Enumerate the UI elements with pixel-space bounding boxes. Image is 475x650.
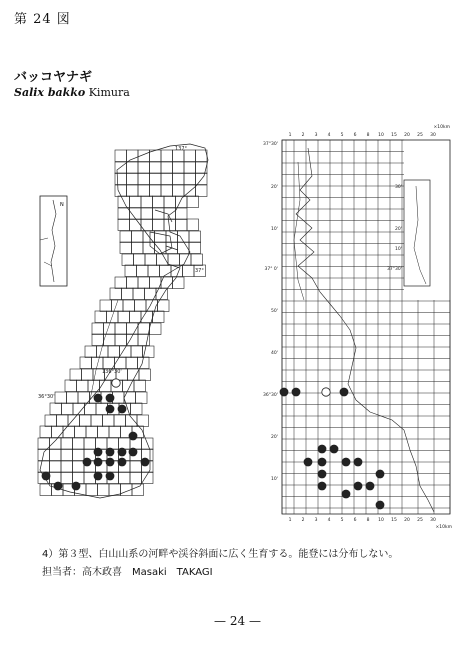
grid-cell — [153, 208, 165, 220]
occurrence-dot — [354, 458, 363, 467]
grid-cell — [50, 449, 62, 461]
page-number: — 24 — — [214, 614, 261, 628]
grid-cell — [183, 265, 195, 277]
occurrence-dot — [106, 458, 115, 467]
left-grid-map — [38, 144, 208, 498]
grid-cell — [126, 415, 138, 427]
grid-cell — [63, 426, 75, 438]
grid-cell — [118, 208, 130, 220]
grid-cell — [84, 438, 96, 450]
lon-136-30-label: 136°30' — [102, 369, 122, 375]
grid-cell — [115, 334, 127, 346]
occurrence-dot — [106, 405, 115, 414]
grid-cell — [45, 415, 57, 427]
grid-cell — [173, 173, 185, 185]
inset-lat-label: 37°30' — [387, 267, 402, 272]
grid-cell — [189, 242, 201, 254]
grid-cell — [80, 357, 92, 369]
grid-cell — [184, 162, 196, 174]
lat-37-label: 37° — [195, 268, 204, 274]
grid-cell — [82, 369, 94, 381]
grid-cell — [141, 208, 153, 220]
grid-cell — [91, 415, 103, 427]
grid-cell — [130, 311, 142, 323]
occurrence-dot — [376, 470, 385, 479]
occurrence-dot — [304, 458, 313, 467]
grid-cell — [143, 242, 155, 254]
grid-cell — [85, 346, 97, 358]
grid-cell — [115, 173, 127, 185]
lat-label: 50' — [271, 309, 278, 314]
grid-cell — [95, 311, 107, 323]
grid-cell — [187, 219, 199, 231]
grid-cell — [61, 438, 73, 450]
x-tick-label-top: 8 — [366, 133, 370, 138]
occurrence-dot — [106, 472, 115, 481]
staff-credit: 担当者：高木政喜 Masaki TAKAGI — [42, 567, 213, 578]
grid-cell — [128, 369, 140, 381]
grid-cell — [141, 196, 153, 208]
x-tick-label-top: 6 — [353, 133, 357, 138]
grid-cell — [138, 162, 150, 174]
occurrence-dot — [318, 445, 327, 454]
grid-cell — [148, 265, 160, 277]
grid-cell — [61, 461, 73, 473]
x-tick-label-top: 2 — [301, 133, 305, 138]
grid-cell — [119, 438, 131, 450]
grid-cell — [161, 162, 173, 174]
grid-cell — [123, 300, 135, 312]
occurrence-dot — [318, 482, 327, 491]
occurrence-ring — [322, 388, 330, 396]
right-occurrence-markers — [280, 388, 385, 510]
grid-cell — [52, 426, 64, 438]
grid-cell — [127, 162, 139, 174]
occurrence-dot — [42, 472, 51, 481]
grid-cell — [104, 334, 116, 346]
grid-cell — [134, 254, 146, 266]
lon-137-label: 137° — [175, 146, 188, 152]
occurrence-dot — [366, 482, 375, 491]
grid-cell — [114, 415, 126, 427]
grid-cell — [132, 484, 144, 496]
grid-cell — [73, 472, 85, 484]
grid-cell — [115, 357, 127, 369]
grid-cell — [127, 173, 139, 185]
grid-cell — [68, 415, 80, 427]
grid-cell — [139, 369, 151, 381]
grid-cell — [109, 484, 121, 496]
grid-cell — [176, 196, 188, 208]
x-tick-label-bottom: 25 — [417, 518, 423, 523]
grid-cell — [73, 449, 85, 461]
occurrence-dot — [72, 482, 81, 491]
grid-cell — [131, 403, 143, 415]
grid-cell — [131, 346, 143, 358]
grid-cell — [108, 346, 120, 358]
occurrence-dot — [94, 472, 103, 481]
occurrence-dot — [94, 458, 103, 467]
grid-cell — [124, 392, 136, 404]
grid-cell — [176, 208, 188, 220]
x-tick-label-top: 20 — [404, 133, 410, 138]
grid-cell — [130, 219, 142, 231]
grid-cell — [150, 162, 162, 174]
lat-label: 40' — [271, 351, 278, 356]
grid-cell — [73, 461, 85, 473]
species-author: Kimura — [88, 86, 130, 99]
grid-cell — [143, 346, 155, 358]
inset-lat-label: 20' — [395, 227, 402, 232]
grid-cell — [196, 185, 208, 197]
occurrence-dot — [118, 458, 127, 467]
lat-label: 10' — [271, 227, 278, 232]
occurrence-dot — [129, 432, 138, 441]
grid-cell — [61, 472, 73, 484]
grid-cell — [97, 346, 109, 358]
grid-cell — [55, 392, 67, 404]
occurrence-dot — [330, 445, 339, 454]
grid-cell — [196, 150, 208, 162]
x-tick-label-bottom: 1 — [288, 518, 292, 523]
occurrence-dot — [280, 388, 289, 397]
grid-cell — [118, 311, 130, 323]
grid-cell — [92, 323, 104, 335]
x-tick-label-bottom: 4 — [327, 518, 331, 523]
grid-cell — [158, 300, 170, 312]
grid-cell — [176, 219, 188, 231]
grid-cell — [120, 231, 132, 243]
grid-cell — [50, 472, 62, 484]
occurrence-dot — [318, 458, 327, 467]
grid-cell — [50, 461, 62, 473]
grid-cell — [84, 472, 96, 484]
grid-cell — [100, 300, 112, 312]
x-tick-label-bottom: 3 — [314, 518, 318, 523]
grid-cell — [122, 254, 134, 266]
lat-label: 20' — [271, 185, 278, 190]
grid-cell — [127, 277, 139, 289]
grid-cell — [173, 185, 185, 197]
grid-cell — [98, 426, 110, 438]
occurrence-dot — [354, 482, 363, 491]
x-tick-label-top: 5 — [340, 133, 344, 138]
grid-cell — [134, 380, 146, 392]
grid-cell — [150, 185, 162, 197]
grid-cell — [138, 277, 150, 289]
grid-cell — [164, 196, 176, 208]
x-tick-label-bottom: 30 — [430, 518, 436, 523]
occurrence-dot — [342, 490, 351, 499]
grid-cell — [153, 219, 165, 231]
grid-cell — [142, 472, 154, 484]
grid-cell — [196, 173, 208, 185]
grid-cell — [137, 265, 149, 277]
grid-cell — [86, 484, 98, 496]
inset-lat-label: 30' — [395, 185, 402, 190]
grid-cell — [161, 185, 173, 197]
grid-cell — [98, 484, 110, 496]
occurrence-dot — [340, 388, 349, 397]
inset-lat-label: 10' — [395, 247, 402, 252]
grid-cell — [40, 426, 52, 438]
grid-cell — [127, 185, 139, 197]
grid-cell — [126, 357, 138, 369]
lat-label: 37°30' — [263, 142, 278, 147]
x-unit-label-bottom: ×10km — [435, 525, 452, 530]
distribution-note: 4）第３型、白山山系の河畔や渓谷斜面に広く生育する。能登には分布しない。 — [42, 549, 399, 560]
grid-cell — [161, 150, 173, 162]
grid-cell — [125, 265, 137, 277]
grid-cell — [85, 403, 97, 415]
grid-cell — [75, 426, 87, 438]
grid-cell — [130, 461, 142, 473]
grid-cell — [73, 438, 85, 450]
altitude-profile-line — [296, 148, 434, 512]
occurrence-dot — [342, 458, 351, 467]
grid-cell — [61, 449, 73, 461]
grid-cell — [155, 231, 167, 243]
grid-cell — [130, 472, 142, 484]
grid-cell — [119, 472, 131, 484]
x-tick-label-top: 3 — [314, 133, 318, 138]
grid-cell — [189, 231, 201, 243]
grid-cell — [136, 392, 148, 404]
x-tick-label-top: 30 — [430, 133, 436, 138]
grid-cell — [38, 449, 50, 461]
grid-cell — [120, 242, 132, 254]
grid-cell — [138, 185, 150, 197]
grid-cell — [70, 369, 82, 381]
x-tick-label-top: 4 — [327, 133, 331, 138]
occurrence-dot — [118, 448, 127, 457]
occurrence-dot — [292, 388, 301, 397]
grid-cell — [103, 357, 115, 369]
grid-cell — [118, 219, 130, 231]
species-binomial: Salix bakko — [14, 86, 86, 99]
lat-label: 10' — [271, 477, 278, 482]
x-tick-label-top: 10 — [378, 133, 384, 138]
occurrence-dot — [129, 448, 138, 457]
grid-cell — [57, 415, 69, 427]
grid-cell — [92, 357, 104, 369]
grid-cell — [107, 438, 119, 450]
grid-cell — [103, 415, 115, 427]
grid-cell — [168, 254, 180, 266]
grid-cell — [38, 461, 50, 473]
grid-cell — [138, 323, 150, 335]
lat-36-30-label: 36°30' — [38, 394, 55, 400]
grid-cell — [115, 150, 127, 162]
grid-cell — [130, 196, 142, 208]
grid-cell — [160, 265, 172, 277]
x-unit-label-top: ×10km — [433, 125, 450, 130]
occurrence-dot — [141, 458, 150, 467]
grid-cell — [132, 242, 144, 254]
occurrence-dot — [54, 482, 63, 491]
grid-cell — [173, 162, 185, 174]
left-occurrence-markers — [42, 379, 150, 491]
grid-cell — [150, 323, 162, 335]
x-tick-label-bottom: 15 — [391, 518, 397, 523]
grid-cell — [86, 426, 98, 438]
x-tick-label-bottom: 20 — [404, 518, 410, 523]
grid-cell — [67, 392, 79, 404]
occurrence-dot — [83, 458, 92, 467]
grid-cell — [109, 426, 121, 438]
grid-cell — [92, 334, 104, 346]
grid-cell — [115, 277, 127, 289]
lat-label: 36°30' — [263, 393, 278, 398]
grid-cell — [191, 254, 203, 266]
grid-cell — [184, 173, 196, 185]
grid-cell — [187, 196, 199, 208]
grid-cell — [133, 288, 145, 300]
x-tick-label-top: 1 — [288, 133, 292, 138]
grid-cell — [50, 438, 62, 450]
prefecture-outline — [40, 144, 208, 498]
inset-north-label: N — [60, 202, 64, 208]
figure-number: 第 24 図 — [14, 12, 71, 27]
inset-locator — [40, 196, 67, 286]
grid-cell — [80, 415, 92, 427]
grid-cell — [150, 173, 162, 185]
x-tick-label-top: 15 — [391, 133, 397, 138]
lat-label: 20' — [271, 435, 278, 440]
x-tick-label-top: 25 — [417, 133, 423, 138]
grid-cell — [157, 254, 169, 266]
occurrence-dot — [118, 405, 127, 414]
grid-cell — [161, 173, 173, 185]
grid-cell — [122, 288, 134, 300]
grid-cell — [132, 231, 144, 243]
x-tick-label-bottom: 2 — [301, 518, 305, 523]
x-tick-label-bottom: 5 — [340, 518, 344, 523]
grid-cell — [145, 254, 157, 266]
grid-cell — [110, 288, 122, 300]
grid-cell — [153, 196, 165, 208]
occurrence-ring — [112, 379, 120, 387]
grid-cell — [137, 415, 149, 427]
grid-cell — [50, 403, 62, 415]
x-tick-label-bottom: 8 — [366, 518, 370, 523]
x-tick-label-bottom: 6 — [353, 518, 357, 523]
lat-label: 37° 0' — [264, 267, 278, 272]
grid-cell — [62, 403, 74, 415]
occurrence-dot — [94, 394, 103, 403]
grid-cell — [135, 300, 147, 312]
occurrence-dot — [376, 501, 385, 510]
grid-cell — [138, 173, 150, 185]
occurrence-dot — [106, 448, 115, 457]
grid-cell — [77, 380, 89, 392]
grid-cell — [180, 254, 192, 266]
occurrence-dot — [106, 394, 115, 403]
grid-cell — [127, 150, 139, 162]
grid-cell — [141, 311, 153, 323]
occurrence-dot — [94, 448, 103, 457]
grid-cell — [115, 323, 127, 335]
x-tick-label-bottom: 10 — [378, 518, 384, 523]
species-japanese-name: バッコヤナギ — [14, 70, 93, 85]
grid-cell — [65, 380, 77, 392]
right-axis-labels — [263, 124, 452, 530]
grid-cell — [173, 277, 185, 289]
occurrence-dot — [318, 470, 327, 479]
